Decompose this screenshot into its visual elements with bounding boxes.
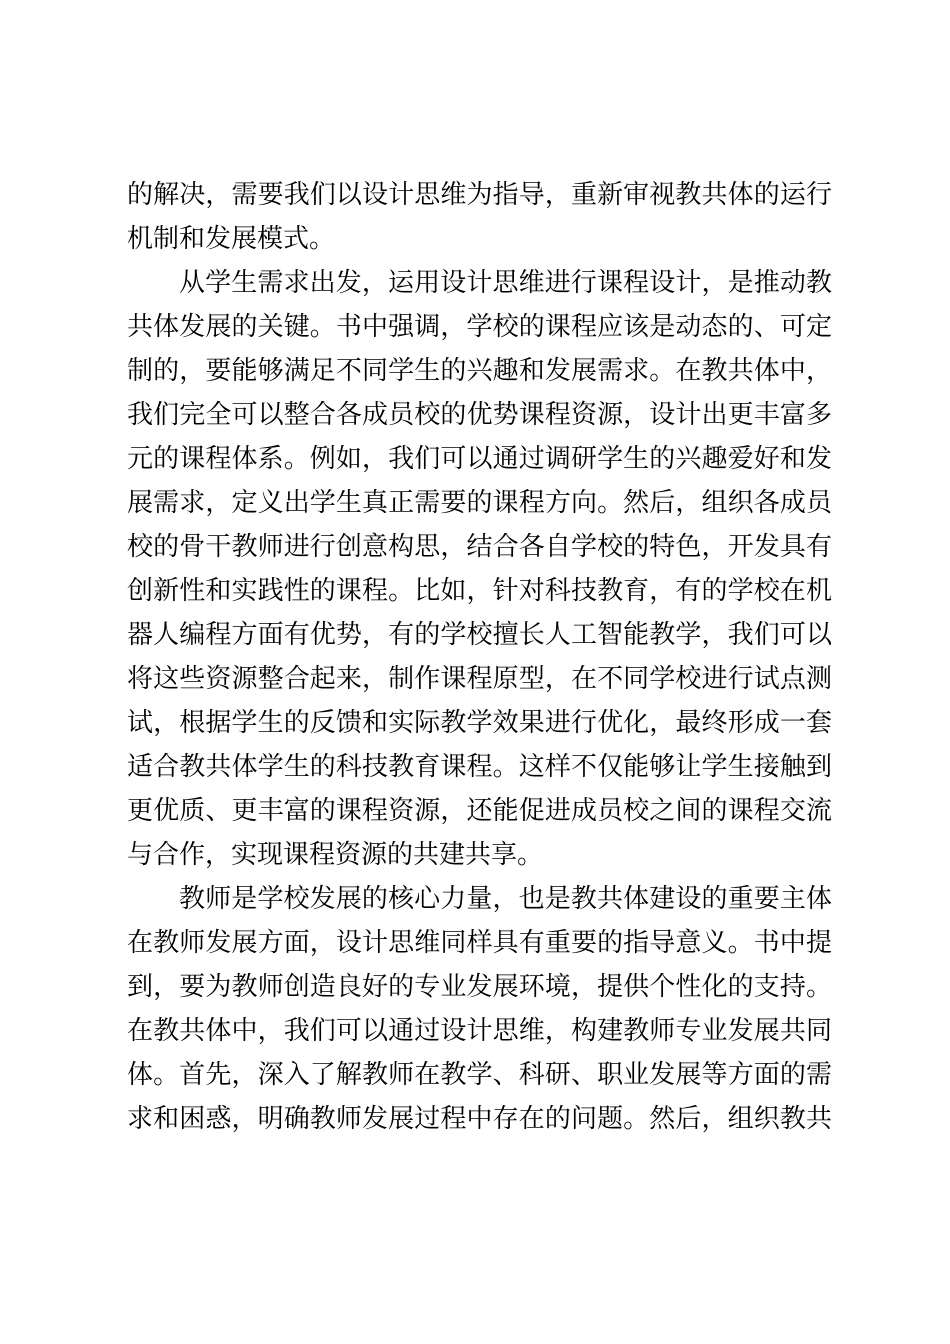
text-line: 教师是学校发展的核心力量，也是教共体建设的重要主体 [179, 884, 832, 914]
body-text [127, 173, 832, 1141]
text-line: 在教共体中，我们可以通过设计思维，构建教师专业发展共同 [127, 1016, 832, 1046]
text-line: 共体发展的关键。书中强调，学校的课程应该是动态的、可定 [127, 312, 832, 342]
text-line: 试，根据学生的反馈和实际教学效果进行优化，最终形成一套 [127, 708, 832, 738]
text-line: 到，要为教师创造良好的专业发展环境，提供个性化的支持。 [127, 972, 832, 1002]
text-line: 器人编程方面有优势，有的学校擅长人工智能教学，我们可以 [127, 620, 832, 650]
text-line: 展需求，定义出学生真正需要的课程方向。然后，组织各成员 [127, 488, 832, 518]
text-line: 创新性和实践性的课程。比如，针对科技教育，有的学校在机 [127, 576, 832, 606]
text-line: 从学生需求出发，运用设计思维进行课程设计，是推动教 [179, 268, 832, 298]
text-line: 适合教共体学生的科技教育课程。这样不仅能够让学生接触到 [127, 752, 832, 782]
text-line: 与合作，实现课程资源的共建共享。 [127, 840, 544, 870]
text-line: 我们完全可以整合各成员校的优势课程资源，设计出更丰富多 [127, 400, 832, 430]
text-line: 制的，要能够满足不同学生的兴趣和发展需求。在教共体中， [127, 356, 832, 386]
text-line: 的解决，需要我们以设计思维为指导，重新审视教共体的运行 [127, 180, 832, 210]
text-line: 求和困惑，明确教师发展过程中存在的问题。然后，组织教共 [127, 1104, 832, 1134]
text-line: 将这些资源整合起来，制作课程原型，在不同学校进行试点测 [127, 664, 832, 694]
text-line: 校的骨干教师进行创意构思，结合各自学校的特色，开发具有 [127, 532, 832, 562]
text-line: 体。首先，深入了解教师在教学、科研、职业发展等方面的需 [127, 1060, 832, 1090]
text-line: 在教师发展方面，设计思维同样具有重要的指导意义。书中提 [127, 928, 832, 958]
text-line: 更优质、更丰富的课程资源，还能促进成员校之间的课程交流 [127, 796, 832, 826]
text-line: 元的课程体系。例如，我们可以通过调研学生的兴趣爱好和发 [127, 444, 832, 474]
text-line: 机制和发展模式。 [127, 224, 336, 254]
